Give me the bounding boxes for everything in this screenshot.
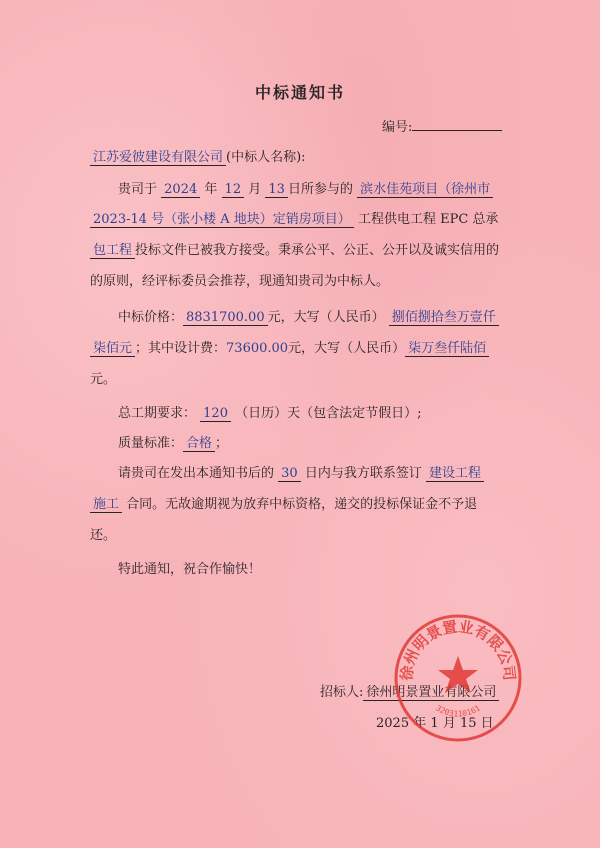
quality-line [118,432,228,451]
text: 元，大写（人民币） [288,341,406,356]
bid-price: 8831700.00 [183,310,268,326]
text: 年 [413,716,427,731]
bid-month: 12 [222,182,245,198]
text: 月 [442,716,456,731]
company-seal [392,612,524,744]
number-blank [412,118,502,131]
contract-type-1: 建设工程 [426,466,484,482]
recipient-suffix: (中标人名称): [226,150,306,165]
closing-line: 特此通知，祝合作愉快！ [118,562,262,577]
number-label: 编号: [382,120,413,135]
project-name-1: 滨水佳苑项目（徐州市 [357,182,493,198]
text: 年 [204,182,218,197]
tenderer-name: 徐州明景置业有限公司 [363,685,499,701]
bid-year: 2024 [161,182,200,198]
para1-line2 [90,208,498,227]
text: ；其中设计费： [135,341,227,356]
bid-day: 13 [265,182,288,198]
text: 投标文件已被我方接受。秉承公平、公正、公开以及诚实信用的 [135,243,500,258]
text: 月 [248,182,262,197]
recipient-line [90,146,306,165]
design-fee-words: 柒万叁仟陆佰 [405,341,489,357]
date-year: 2025 [376,716,410,731]
text: 贵司于 [118,182,158,197]
project-name-2: 2023-14 号（张小楼 A 地块）定销房项目） [90,212,354,228]
sign-days: 30 [278,466,301,482]
text: 元，大写（人民币） [267,310,385,325]
project-name-3: 包工程 [90,243,135,259]
text: 日所参与的 [287,182,353,197]
para3-line2 [90,493,477,512]
para3-line1 [118,462,484,481]
seal-star-icon [438,656,478,693]
document-number [382,116,502,135]
quality-value: 合格 [183,436,215,452]
text: 工程供电工程 EPC 总承 [357,212,499,227]
para3-line3: 还。 [90,528,117,543]
para2-line2 [90,337,489,356]
date-day: 15 [459,716,477,731]
seal-name-path: 徐州明景置业有限公司 [397,617,519,682]
para2-line1 [118,306,499,325]
date-month: 1 [430,716,439,731]
text: 日 [480,716,494,731]
text: 质量标准： [118,436,184,451]
duration-line [118,402,422,421]
bid-price-words-2: 柒佰元 [90,341,135,357]
para1-line3 [90,239,499,258]
text: ； [215,436,229,451]
tenderer-label: 招标人: [320,685,364,700]
duration-days: 120 [200,406,231,422]
para2-line3: 元。 [90,372,117,387]
text: 合同。无故逾期视为放弃中标资格，递交的投标保证金不予退 [126,497,478,512]
text: 总工期要求： [118,406,197,421]
para1-line4: 的原则，经评标委员会推荐，现通知贵司为中标人。 [90,274,390,289]
text: 日内与我方联系签订 [304,466,422,481]
seal-code-path: 3203110161 [434,703,482,719]
text: 请贵司在发出本通知书后的 [118,466,275,481]
document-title: 中标通知书 [254,83,345,102]
contract-type-2: 施工 [90,497,122,513]
recipient-company: 江苏爱彼建设有限公司 [90,150,226,166]
design-fee: 73600.00 [226,341,289,356]
bid-price-words-1: 捌佰捌拾叁万壹仟 [389,310,499,326]
para1-line1 [118,178,493,197]
text: 中标价格： [118,310,184,325]
seal-code [434,703,482,718]
text: （日历）天（包含法定节假日）; [235,406,422,421]
